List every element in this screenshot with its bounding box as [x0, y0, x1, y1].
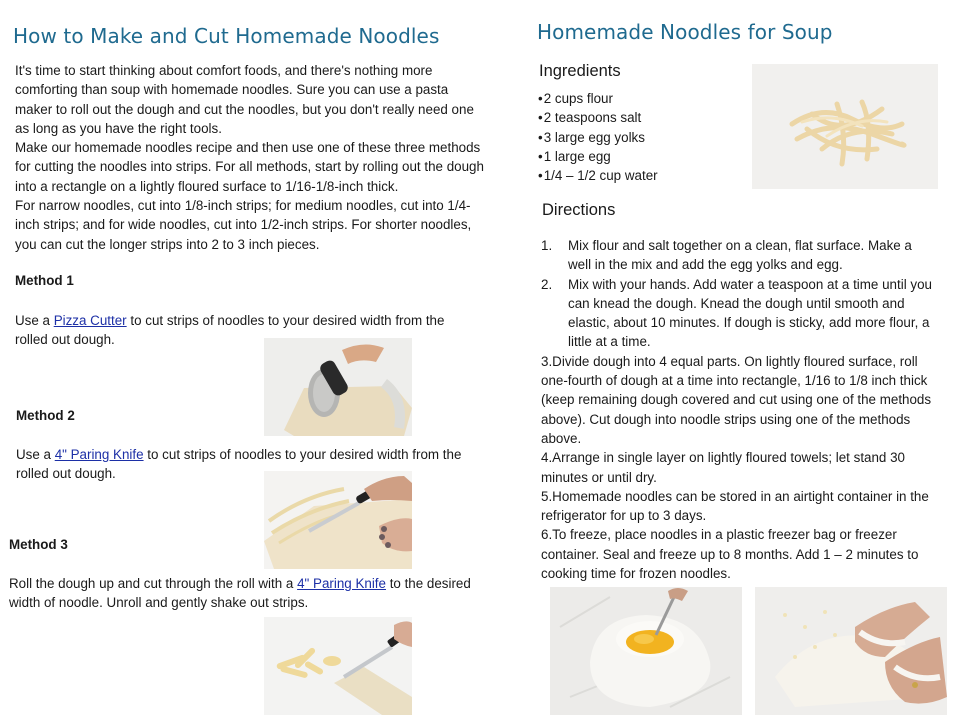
intro-text — [15, 61, 485, 254]
step-text: Mix flour and salt together on a clean, flat surface. Make a well in the mix and add the egg yolks and egg. — [568, 238, 912, 273]
method-3-heading: Method 3 — [9, 537, 68, 552]
step-text: To freeze, place noodles in a plastic freezer bag or freezer container. Seal and freeze up to 8 months. Add 1 – 2 minutes to cooking time for frozen noodles. — [541, 527, 919, 582]
ingredients-heading: Ingredients — [539, 62, 621, 80]
step-number: 1. — [541, 238, 553, 253]
right-page-title: Homemade Noodles for Soup — [537, 20, 833, 44]
method-3-text-after: to the desired width of noodle. Unroll and gently shake out strips. — [9, 576, 471, 611]
direction-step — [541, 487, 936, 526]
direction-step — [541, 525, 936, 583]
noodle-pile-illustration — [752, 64, 938, 189]
rolled-dough-illustration — [264, 617, 412, 715]
method-2-heading: Method 2 — [16, 408, 75, 423]
ingredient-item: • 1/4 – 1/2 cup water — [538, 166, 658, 185]
direction-step — [541, 352, 936, 448]
method-1-text-before: Use a — [15, 313, 54, 328]
direction-step — [541, 275, 936, 352]
rolled-dough-cut-photo — [264, 617, 412, 715]
intro-paragraph-1: It's time to start thinking about comfort foods, and there's nothing more comforting than soup with homemade noodles. Sure you can use a pasta maker to roll out the dough and cut the noodles, but you don't really need one as long as you have the right tools. — [15, 63, 474, 136]
pizza-cutter-on-dough-photo — [264, 338, 412, 436]
ingredient-item: • 3 large egg yolks — [538, 128, 658, 147]
step-text: Divide dough into 4 equal parts. On lightly floured surface, roll one-fourth of dough at a time into rectangle, 1/16 to 1/8 inch thick (keep remaining dough covered and cut using one of the methods above). Cut dough into noodle strips using one of the methods above. — [541, 353, 932, 446]
intro-paragraph-3: For narrow noodles, cut into 1/8-inch strips; for medium noodles, cut into 1/4-inch strips; and for wide noodles, cut into 1/2-inch strips. For shorter noodles, you can cut the longer strips into 2 to 3 inch pieces. — [15, 198, 472, 252]
paring-knife-link-2[interactable]: 4" Paring Knife — [297, 576, 386, 591]
direction-step — [541, 236, 936, 275]
method-2-text-before: Use a — [16, 447, 55, 462]
directions-list — [541, 236, 936, 583]
ingredient-item: • 2 teaspoons salt — [538, 108, 658, 127]
step-text: Homemade noodles can be stored in an airtight container in the refrigerator for up to 3 days. — [541, 488, 929, 524]
method-3-text-before: Roll the dough up and cut through the roll with a — [9, 576, 298, 591]
paring-knife-link-1[interactable]: 4" Paring Knife — [54, 447, 144, 462]
step-number: 5. — [541, 488, 553, 504]
paring-knife-strips-photo — [264, 471, 412, 569]
step-number: 6. — [541, 527, 553, 543]
ingredient-item: • 1 large egg — [538, 147, 658, 166]
pizza-cutter-link[interactable]: Pizza Cutter — [53, 313, 127, 328]
method-3-text — [9, 574, 479, 613]
noodle-pile-photo — [752, 64, 938, 189]
kneading-dough-photo — [755, 587, 947, 715]
step-text: Mix with your hands. Add water a teaspoon at a time until you can knead the dough. Knead the dough until smooth and elastic, about 10 minutes. If dough is sticky, add more flour, a little at a time. — [568, 276, 932, 350]
step-number: 2. — [541, 276, 553, 292]
method-2-text-after: to cut strips of noodles to your desired width from the rolled out dough. — [16, 447, 462, 482]
flour-well-illustration — [550, 587, 742, 715]
step-number: 4. — [541, 450, 553, 466]
method-1-text-after: to cut strips of noodles to your desired width from the rolled out dough. — [15, 313, 445, 348]
step-number: 3. — [541, 353, 553, 369]
directions-heading: Directions — [542, 201, 616, 219]
method-1-heading: Method 1 — [15, 273, 74, 288]
flour-well-with-eggs-photo — [550, 587, 742, 715]
left-page-title: How to Make and Cut Homemade Noodles — [13, 24, 440, 48]
paring-knife-illustration — [264, 471, 412, 569]
ingredients-list — [538, 89, 658, 185]
pizza-cutter-illustration — [264, 338, 412, 436]
intro-paragraph-2: Make our homemade noodles recipe and then use one of these three methods for cutting the noodles into strips. For all methods, start by rolling out the dough into a rectangle on a lightly floured surface to 1/16-1/8-inch thick. — [15, 140, 484, 194]
kneading-dough-illustration — [755, 587, 947, 715]
step-text: Arrange in single layer on lightly floured towels; let stand 30 minutes or until dry. — [541, 450, 905, 485]
ingredient-item: • 2 cups flour — [538, 89, 658, 108]
direction-step — [541, 448, 936, 487]
